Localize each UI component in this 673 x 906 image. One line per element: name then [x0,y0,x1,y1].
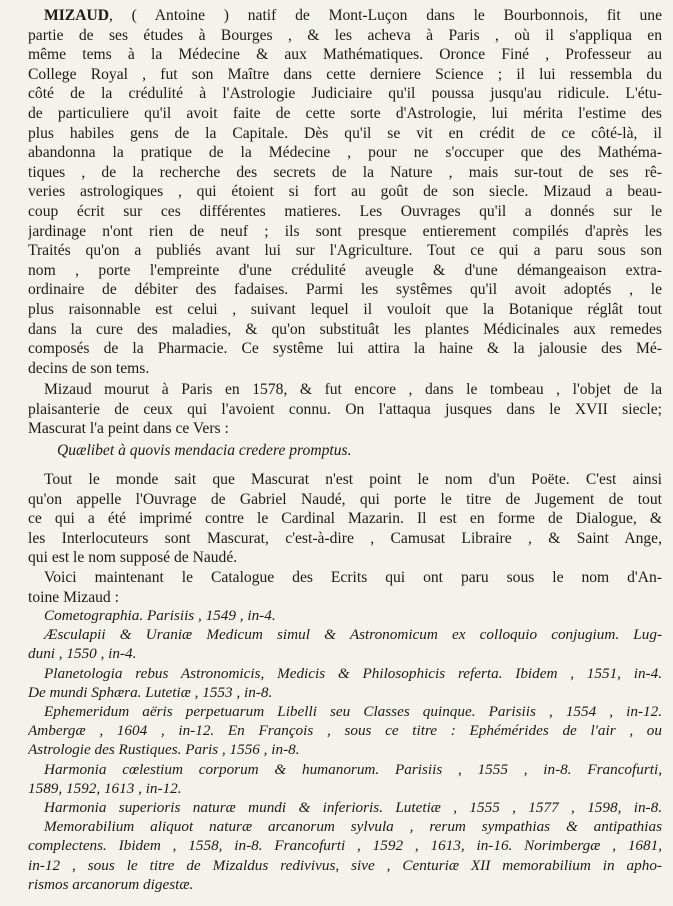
entry-line: College Royal , fut son Maître dans cette derniere Science ; il lui ressembla du [28,65,662,83]
paragraph-line: les Interlocuteurs sont Mascurat, c'est-à-dire , Camusat Libraire , & Saint Ange, [28,529,662,547]
entry-line: Traités qu'on a publiés avant lui sur l'Agriculture. Tout ce qui a paru sous son [28,242,662,260]
entry-line: plus raisonnable est celui , suivant lequel il vouloit que la Botanique réglât tout [28,300,662,318]
paragraph-line: qui est le nom supposé de Naudé. [28,549,238,567]
death-paragraph [28,380,662,439]
catalogue-entry: duni , 1550 , in-4. [28,645,137,663]
entry-headword: MIZAUD [44,7,109,24]
entry-line: composés de la Pharmacie. Ce systême lui attira la haine & la jalousie des Mé- [28,340,662,358]
catalogue-entry: Harmonia superioris naturæ mundi & inferioris. Lutetiæ , 1555 , 1577 , 1598, in-8. [44,799,662,817]
catalogue-entry: Ambergæ , 1604 , in-12. En François , sous ce titre : Ephémérides de l'air , ou [28,722,662,740]
paragraph-line: qu'on appelle l'Ouvrage de Gabriel Naudé, qui porte le titre de Jugement de tout [28,490,662,508]
paragraph-line: Voici maintenant le Catalogue des Ecrits qui ont paru sous le nom d'An- [44,569,662,586]
entry-line: tiques , de la recherche des secrets de la Nature , mais sur-tout de ses rê- [28,163,662,181]
catalogue-entry: Ephemeridum aëris perpetuarum Libelli seu Classes quinque. Parisiis , 1554 , in-12. [44,703,662,721]
paragraph-line: toine Mizaud : [28,588,119,606]
catalogue-entry: complectens. Ibidem , 1558, in-8. Francofurti , 1592 , 1613, in-16. Norimbergæ , 1681, [28,837,662,855]
entry-line: plus habiles gens de la Capitale. Dès qu'il se vit en crédit de ce côté-là, il [28,124,662,142]
paragraph-line: plaisanterie de ceux qui l'avoient connu. On l'attaqua jusques dans le XVII siecle; [28,400,662,418]
entry-line: côté de la crédulité à l'Astrologie Judiciaire qu'il poussa jusqu'au ridicule. L'étu- [28,85,662,103]
catalogue-intro [28,568,662,607]
entry-line: nom , porte l'empreinte d'une crédulité aveugle & d'une démangeaison extra- [28,261,662,279]
entry-line: dans la cure des maladies, & qu'on substituât les plantes Médicinales aux remedes [28,320,662,338]
entry-line: de particuliere qu'il avoit faite de cette sorte d'Astrologie, lui mérita l'estime des [28,104,662,122]
entry-paragraph [28,6,662,378]
catalogue-entry: rismos arcanorum digestæ. [28,875,194,893]
catalogue-entry: Planetologia rebus Astronomicis, Medicis & Philosophicis referta. Ibidem , 1551, in-4. [44,664,662,682]
catalogue-list [28,606,662,894]
catalogue-entry: in-12 , sous le titre de Mizaldus redivivus, sive , Centuriæ XII memorabilium in apho- [28,856,662,874]
catalogue-entry: Cometographia. Parisiis , 1549 , in-4. [44,607,276,624]
paragraph-line: Tout le monde sait que Mascurat n'est point le nom d'un Poëte. C'est ainsi [44,471,662,488]
entry-line: abandonna la pratique de la Médecine , pour ne s'occuper que des Mathéma- [28,144,662,162]
catalogue-entry: 1589, 1592, 1613 , in-12. [28,779,182,797]
paragraph-line: Mascurat l'a peint dans ce Vers : [28,420,229,438]
mascurat-paragraph [28,470,662,568]
entry-line: même tems à la Médecine & aux Mathématiques. Oronce Finé , Professeur au [28,46,662,64]
latin-verse-quote: Quælibet à quovis mendacia credere promptus. [57,442,352,459]
catalogue-entry: Harmonia cœlestium corporum & humanorum. Parisiis , 1555 , in-8. Francofurti, [44,760,662,778]
entry-line: partie de ses études à Bourges , & les acheva à Paris , où il s'appliqua en [28,26,662,44]
catalogue-entry: Memorabilium aliquot naturæ arcanorum sylvula , rerum sympathias & antipathias [44,818,662,836]
entry-line: jardinage n'ont rien de neuf ; ils sont presque entierement compilés d'après les [28,222,662,240]
entry-line: veries astrologiques , qui étoient si fort au goût de son siecle. Mizaud a beau- [28,183,662,201]
entry-line: ordinaire de débiter des fadaises. Parmi les systêmes qu'il avoit adoptés , le [28,281,662,299]
entry-line: coup écrit sur ces différentes matieres. Les Ouvrages qu'il a donnés sur le [28,202,662,220]
entry-line: decins de son tems. [28,359,150,377]
paragraph-line: ce qui a été imprimé contre le Cardinal Mazarin. Il est en forme de Dialogue, & [28,510,662,528]
catalogue-entry: Astrologie des Rustiques. Paris , 1556 , in-8. [28,741,300,759]
catalogue-entry: Æsculapii & Uraniæ Medicum simul & Astronomicum ex colloquio conjugium. Lug- [44,626,662,644]
paragraph-line: Mizaud mourut à Paris en 1578, & fut encore , dans le tombeau , l'objet de la [44,381,662,398]
catalogue-entry: De mundi Sphæra. Lutetiæ , 1553 , in-8. [28,683,273,701]
entry-line: MIZAUD, ( Antoine ) natif de Mont-Luçon dans le Bourbonnois, fit une [44,7,662,24]
